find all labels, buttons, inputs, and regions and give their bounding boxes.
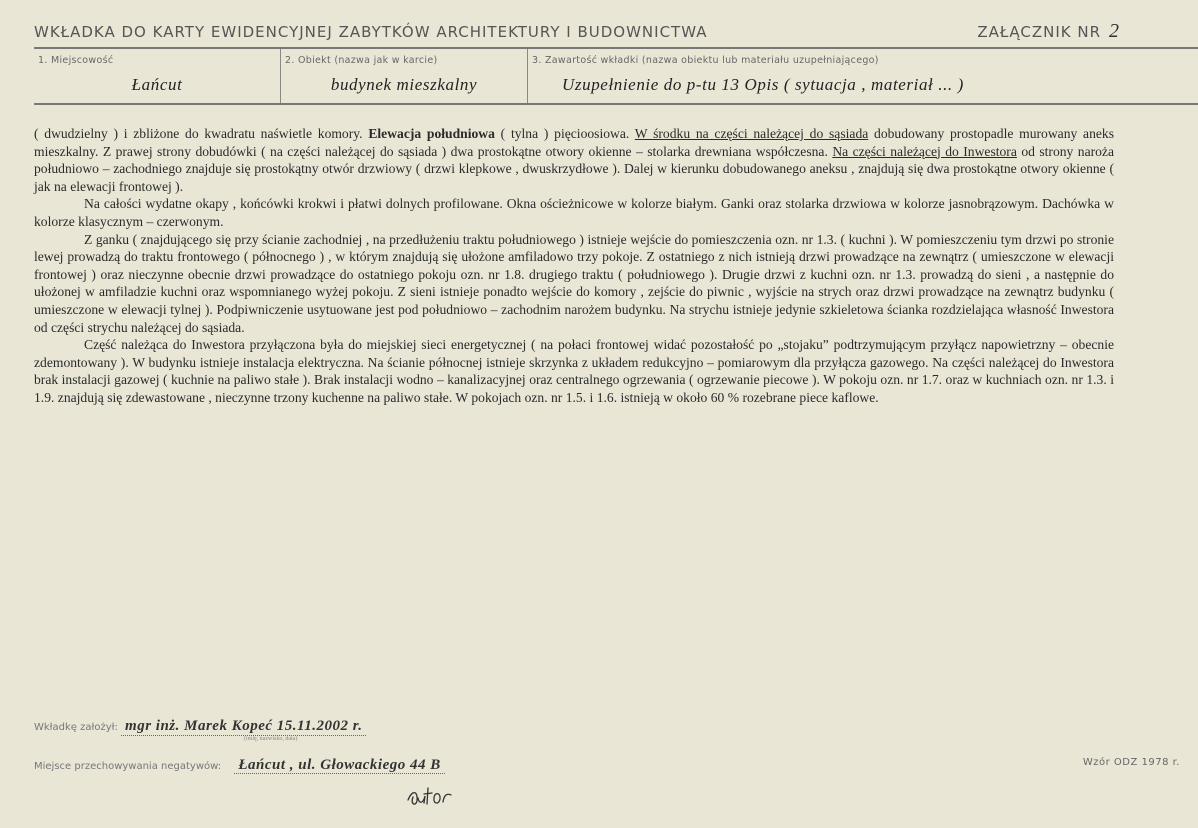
header [34,20,1120,43]
storage-line [34,757,445,774]
annex-number: 2 [1109,20,1120,42]
field-label: 3. Zawartość wkładki (nazwa obiektu lub materiału uzupełniającego) [532,55,879,66]
form-model: Wzór ODZ 1978 r. [1082,757,1180,768]
paragraph-1: ( dwudzielny ) i zbliżone do kwadratu naświetle komory. Elewacja południowa ( tylna ) pięcioosiowa. W środku na części należącej do sąsiada dobudowany prostopadle murowany aneks mieszkalny. Z prawej strony dobudówki ( na części należącej do sąsiada ) dwa prostokątne otwory okienne – stolarka drewniana współczesna. Na części należącej do Inwestora od strony naroża południowo – zachodniego znajduje się prostokątny otwór drzwiowy ( drzwi klepkowe , dwuskrzydłowe ). Dalej w kierunku dobudowanego aneksu , znajdują się dwa prostokątne otwory okienne ( jak na elewacji frontowej ). [34,126,1114,194]
description-text [34,125,1114,407]
annex-label: ZAŁĄCZNIK NR 2 [977,20,1120,42]
paragraph-4: Część należąca do Inwestora przyłączona była do miejskiej sieci energetycznej ( na połaci frontowej widać pozostałość po „stojaku” podtrzymującym przyłącz napowietrzny – obecnie zdemontowany ). W budynku istnieje instalacja elektryczna. Na ścianie północnej istnieje skrzynka z układem redukcyjno – pomiarowym dla przyłącza gazowego. Na części należącej do Inwestora brak instalacji gazowej ( kuchnie na paliwo stałe ). Brak instalacji wodno – kanalizacyjnej oraz centralnego ogrzewania ( ogrzewanie piecowe ). W pokoju ozn. nr 1.7. oraz w kuchniach ozn. nr 1.3. i 1.9. znajdują się zdewastowane , nieczynne trzony kuchenne na paliwo stałe. W pokojach ozn. nr 1.5. i 1.6. istnieją w około 60 % rozebrane piece kaflowe. [34,337,1114,405]
handwritten-signature [404,776,460,810]
field-label: 2. Obiekt (nazwa jak w karcie) [285,55,438,66]
prepared-by-label: Wkładkę założył: [34,722,118,733]
field-value: Uzupełnienie do p-tu 13 Opis ( sytuacja , materiał ... ) [562,75,964,94]
field-object [281,49,528,103]
field-value: Łańcut [131,75,183,94]
field-boxes [34,49,1198,105]
prepared-by-hint: (imię, nazwisko, data) [244,736,298,742]
document-title: WKŁADKA DO KARTY EWIDENCYJNEJ ZABYTKÓW ARCHITEKTURY I BUDOWNICTWA [34,23,708,41]
prepared-by-value: mgr inż. Marek Kopeć 15.11.2002 r. [125,718,363,734]
field-locality [34,49,281,103]
field-label: 1. Miejscowość [38,55,114,66]
storage-value: Łańcut , ul. Głowackiego 44 B [234,757,444,774]
paragraph-2: Na całości wydatne okapy , końcówki krokwi i płatwi dolnych profilowane. Okna ościeżnicowe w kolorze białym. Ganki oraz stolarka drzwiowa w kolorze jasnobrązowym. Dachówka w kolorze klasycznym – czerwonym. [34,196,1114,229]
prepared-by-line [34,718,366,742]
field-value: budynek mieszkalny [330,75,478,94]
storage-label: Miejsce przechowywania negatywów: [34,761,222,772]
paragraph-3: Z ganku ( znajdującego się przy ścianie zachodniej , na przedłużeniu traktu południowego ) istnieje wejście do pomieszczenia ozn. nr 1.3. ( kuchni ). W pomieszczeniu tym drzwi po stronie lewej prowadzą do traktu frontowego ( północnego ) , w którym znajdują się ułożone amfiladowo trzy pokoje. Z ostatniego z nich istnieją drzwi prowadzące na zewnątrz ( umieszczone w elewacji frontowej ) oraz nieczynne obecnie drzwi prowadzące do ostatniego pokoju ozn. nr 1.8. drugiego traktu ( południowego ). Drugie drzwi z kuchni ozn. nr 1.3. prowadzą do sieni , a następnie do ułożonej w amfiladzie kuchni oraz wspomnianego wyżej pokoju. Z sieni istnieje ponadto wejście do komory , zejście do piwnic , wyjście na strych oraz drzwi prowadzące na zewnątrz budynku ( umieszczone w elewacji tylnej ). Podpiwniczenie usytuowane jest pod południowo – zachodnim narożem budynku. Na strychu istnieje jedynie szkieletowa ścianka rozdzielająca własność Inwestora od części strychu należącej do sąsiada. [34,231,1114,335]
field-contents [528,49,1198,103]
